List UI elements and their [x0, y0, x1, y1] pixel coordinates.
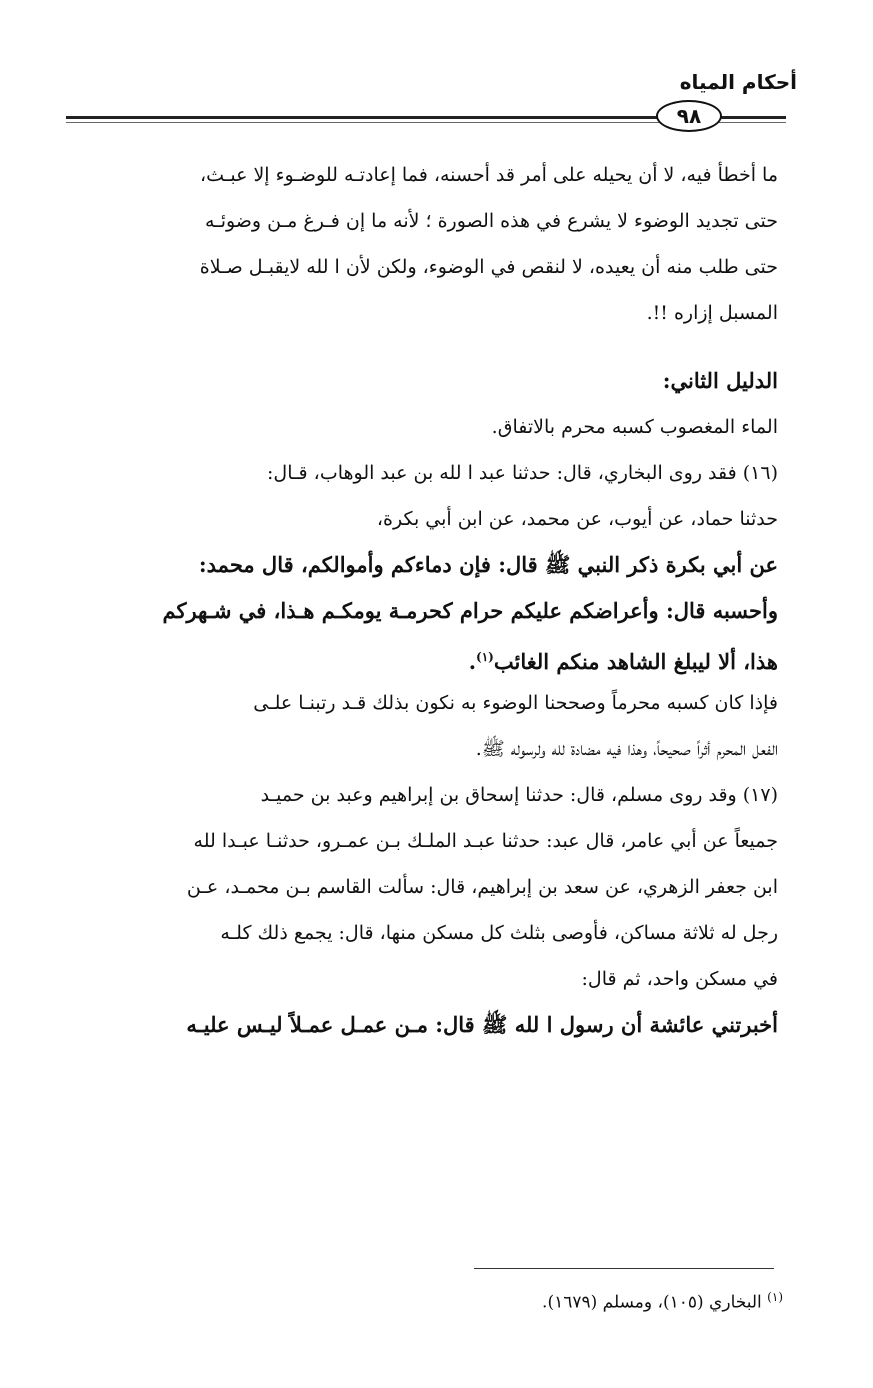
- header-rule: [66, 96, 786, 132]
- hadith-line: عن أبي بكرة ذكر النبي ﷺ قال: فإن دماءكم وأموالكم، قال محمد:: [198, 552, 778, 577]
- text-line: ابن جعفر الزهري، عن سعد بن إبراهيم، قال: سألت القاسم بـن محمـد، عـن: [186, 876, 778, 898]
- text-line: في مسكن واحد، ثم قال:: [581, 968, 778, 990]
- text-line: حتى تجديد الوضوء لا يشرع في هذه الصورة ؛ لأنه ما إن فـرغ مـن وضوئـه: [204, 210, 778, 232]
- text-line: (١٧) وقد روى مسلم، قال: حدثنا إسحاق بن إبراهيم وعبد بن حميـد: [260, 784, 778, 806]
- text-line: حتى طلب منه أن يعيده، لا لنقص في الوضوء، ولكن لأن ا لله لايقبـل صـلاة: [199, 256, 778, 278]
- text-line: ما أخطأ فيه، لا أن يحيله على أمر قد أحسنه، فما إعادتـه للوضـوء إلا عبـث،: [199, 164, 778, 186]
- text-line: رجل له ثلاثة مساكن، فأوصى بثلث كل مسكن منها، قال: يجمع ذلك كلـه: [220, 922, 778, 944]
- hadith-line: أخبرتني عائشة أن رسول ا لله ﷺ قال: مـن عمـل عمـلاً ليـس عليـه: [186, 1012, 778, 1037]
- text-line: الماء المغصوب كسبه محرم بالاتفاق.: [491, 416, 778, 438]
- section-heading: الدليل الثاني:: [662, 368, 778, 393]
- hadith-text: هذا، ألا ليبلغ الشاهد منكم الغائب: [493, 649, 778, 674]
- text-line: (١٦) فقد روى البخاري، قال: حدثنا عبد ا لله بن عبد الوهاب، قـال:: [267, 462, 778, 484]
- footnote: [542, 1290, 783, 1313]
- running-title: أحكام المياه: [679, 70, 797, 94]
- footnote-text: البخاري (١٠٥)، ومسلم (١٦٧٩).: [542, 1292, 762, 1313]
- hadith-period: .: [468, 649, 477, 674]
- body-text: [66, 152, 778, 1048]
- hadith-line-last: [66, 634, 778, 680]
- footnote-separator: [474, 1268, 774, 1269]
- text-line: جميعاً عن أبي عامر، قال عبد: حدثنا عبـد الملـك بـن عمـرو، حدثنـا عبـدا لله: [193, 830, 778, 852]
- text-line: حدثنا حماد، عن أيوب، عن محمد، عن ابن أبي بكرة،: [376, 508, 778, 530]
- footnote-number: (١): [767, 1290, 783, 1304]
- text-line: المسبل إزاره !!.: [646, 302, 778, 324]
- spacer: [66, 336, 778, 358]
- text-line: الفعل المحرم أثراً صحيحاً، وهذا فيه مضادة لله ولرسوله ﷺ.: [475, 738, 778, 760]
- hadith-line: وأحسبه قال: وأعراضكم عليكم حرام كحرمـة يومكـم هـذا، في شـهركم: [162, 598, 778, 623]
- footnote-marker: (١): [476, 650, 494, 664]
- text-line: فإذا كان كسبه محرماً وصححنا الوضوء به نكون بذلك قـد رتبنـا علـى: [253, 692, 778, 714]
- page-number: ٩٨: [656, 100, 722, 132]
